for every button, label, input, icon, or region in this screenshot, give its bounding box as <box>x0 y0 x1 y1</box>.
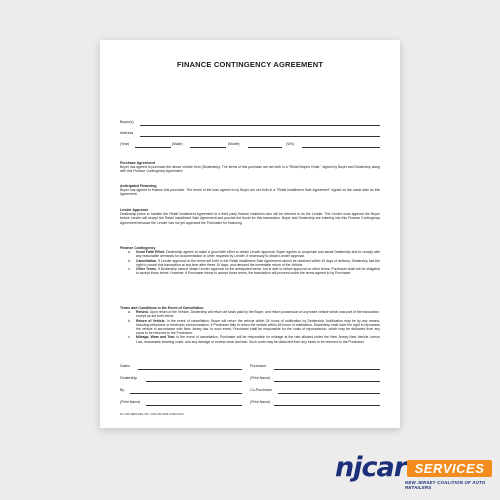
address-field[interactable] <box>120 131 380 137</box>
model-line[interactable] <box>248 142 282 148</box>
print-name-label: (Print Name) <box>250 400 271 404</box>
dealership-line <box>146 381 242 382</box>
dealership-field[interactable] <box>120 376 242 382</box>
buyer-field[interactable] <box>120 120 380 126</box>
njcar-wordmark: njcar <box>335 452 407 483</box>
dealership-label: Dealership <box>120 376 138 380</box>
model-label: (Model) <box>228 142 240 146</box>
vin-label: (VIN) <box>286 142 294 146</box>
item-title: Refund. <box>136 310 149 315</box>
co-purchaser-line <box>278 393 380 394</box>
cancellation-heading: Terms and Conditions in the Event of Cancellation <box>120 306 204 310</box>
form-footer: NJ CAR SERVICES, INC. (609) 025-0036 FORM FR13 <box>120 413 184 416</box>
contingency-section <box>120 246 380 275</box>
item-marker: a. <box>128 310 131 315</box>
financing-section <box>120 184 380 197</box>
item-marker: a. <box>128 250 131 255</box>
lender-text: Dealership plans to transfer the Retail Installment Agreement to a third party finance institution who will be referred to as the Lender. The Lender must approve the Buyer before Lender will accept the Retail Installment Sale Agreement and provide the funds for this transaction. Buyer and Dealership are entering into this Finance Contingency Agreement because the Lender has not yet approved the Purchaser for financing. <box>120 212 380 225</box>
item-text: If Dealership cannot obtain Lender approval on the anticipated terms, but is able to obtain approval on other terms, Purchaser shall not be obligated to accept those terms. However, if Purchaser elects to accept those terms, the transaction will proceed under the terms agreed to by Purchaser. <box>136 267 380 276</box>
address-label: Address <box>120 131 134 135</box>
item-text: Dealership agrees to make a good faith effort to obtain Lender approval. Buyer agrees to cooperate and assist Dealership and to comply with any reasonable demands for documentation or other requests by Lender, if necessary to obtain Lender approval. <box>136 250 380 259</box>
contingency-item <box>120 267 380 275</box>
item-marker: c. <box>128 335 131 340</box>
contingency-heading: Finance Contingency <box>120 246 156 250</box>
logo-tagline: NEW JERSEY COALITION OF AUTO RETAILERS <box>405 480 486 490</box>
print-name-right-field[interactable] <box>250 400 380 406</box>
vin-line[interactable] <box>302 142 380 148</box>
financing-text: Buyer has agreed to finance this purchase. The terms of the loan agreed to by Buyer are set forth in a "Retail Installment Sale Agreement" signed on the same date as this Agreement. <box>120 188 380 197</box>
item-marker: c. <box>128 267 131 272</box>
cancellation-item <box>120 335 380 343</box>
make-label: (Make) <box>172 142 183 146</box>
item-marker: b. <box>128 258 131 263</box>
item-marker: b. <box>128 318 131 323</box>
cancellation-item <box>120 319 380 336</box>
services-badge: SERVICES <box>407 460 492 477</box>
purchase-heading: Purchase Agreement <box>120 161 155 165</box>
item-text: In the event of cancellation, Buyer will return the vehicle within 24 hours of notification by Dealership. Notification may be by any means, including telephone or electronic communication. If Purchaser fails to return the vehicle within 48 hours of notification, Dealership shall have the right to repossess the vehicle in accordance with New Jersey law. In such event, Purchaser shall be responsible for the costs of repossession, which may be deducted from any sums to be returned to the Purchaser. <box>136 318 380 336</box>
contingency-item <box>120 250 380 258</box>
address-line <box>140 136 380 137</box>
print-name-label: (Print Name) <box>250 376 271 380</box>
item-title: Return of Vehicle. <box>136 318 166 323</box>
purchaser-field[interactable] <box>250 364 380 370</box>
item-text: If Lender approval on the terms set forth in the Retail Installment Sale Agreement cannot be obtained within 10 days of delivery, Dealership has the right to cancel this transaction at any time after these 10 days, and demand the immediate return of the Vehicle. <box>136 258 380 267</box>
dated-label: Dated <box>120 364 130 368</box>
lender-section <box>120 208 380 225</box>
item-text: Upon return of the Vehicle, Dealership will return all funds paid by the Buyer, and return possession of any trade vehicle which was part of the transaction, except as set forth below. <box>136 310 380 319</box>
co-purchaser-label: Co-Purchaser <box>250 388 273 392</box>
print-name-left-field[interactable] <box>120 400 242 406</box>
year-line[interactable] <box>135 142 171 148</box>
lender-heading: Lender Approval <box>120 208 148 212</box>
item-title: Good Faith Effort. <box>136 250 166 255</box>
print-name-right-field[interactable] <box>250 376 380 382</box>
make-line[interactable] <box>190 142 226 148</box>
dated-field[interactable] <box>120 364 242 370</box>
item-title: Cancellation. <box>136 258 158 263</box>
purchase-text: Buyer has agreed to purchase the above vehicle from (Dealership). The terms of this purchase are set forth in a "Retail Buyers Order," signed by Buyer and Dealership along with this Finance Contingency Agreement. <box>120 165 380 174</box>
print-name-label: (Print Name) <box>120 400 141 404</box>
by-line <box>130 393 242 394</box>
year-label: (Year) <box>120 142 130 146</box>
by-label: By <box>120 388 125 392</box>
document-title: FINANCE CONTINGENCY AGREEMENT <box>176 60 324 69</box>
item-text: In the event of cancellation, Purchaser will be responsible for mileage at the rate allowed under the New Jersey New Vehicle Lemon Law, reasonable cleaning costs, and any damage or excess wear and tear. Such costs may be deducted from any funds to be returned to the Purchaser. <box>136 335 380 344</box>
buyer-label: Buyer(s) <box>120 120 134 124</box>
print-name-line <box>146 405 242 406</box>
item-title: Other Terms. <box>136 267 157 272</box>
co-purchaser-field[interactable] <box>250 388 380 394</box>
purchaser-line <box>274 369 380 370</box>
njcar-services-logo <box>335 452 495 496</box>
cancellation-section <box>120 306 380 344</box>
contingency-item <box>120 259 380 267</box>
financing-heading: Anticipated Financing <box>120 184 157 188</box>
print-name-line <box>274 405 380 406</box>
buyer-line <box>140 125 380 126</box>
print-name-line <box>274 381 380 382</box>
by-field[interactable] <box>120 388 242 394</box>
purchaser-label: Purchaser <box>250 364 267 368</box>
cancellation-item <box>120 310 380 318</box>
dated-line <box>138 369 242 370</box>
item-title: Mileage, Wear and Tear. <box>136 335 176 340</box>
vehicle-row <box>120 142 380 148</box>
document-page <box>100 40 400 428</box>
purchase-section <box>120 161 380 174</box>
